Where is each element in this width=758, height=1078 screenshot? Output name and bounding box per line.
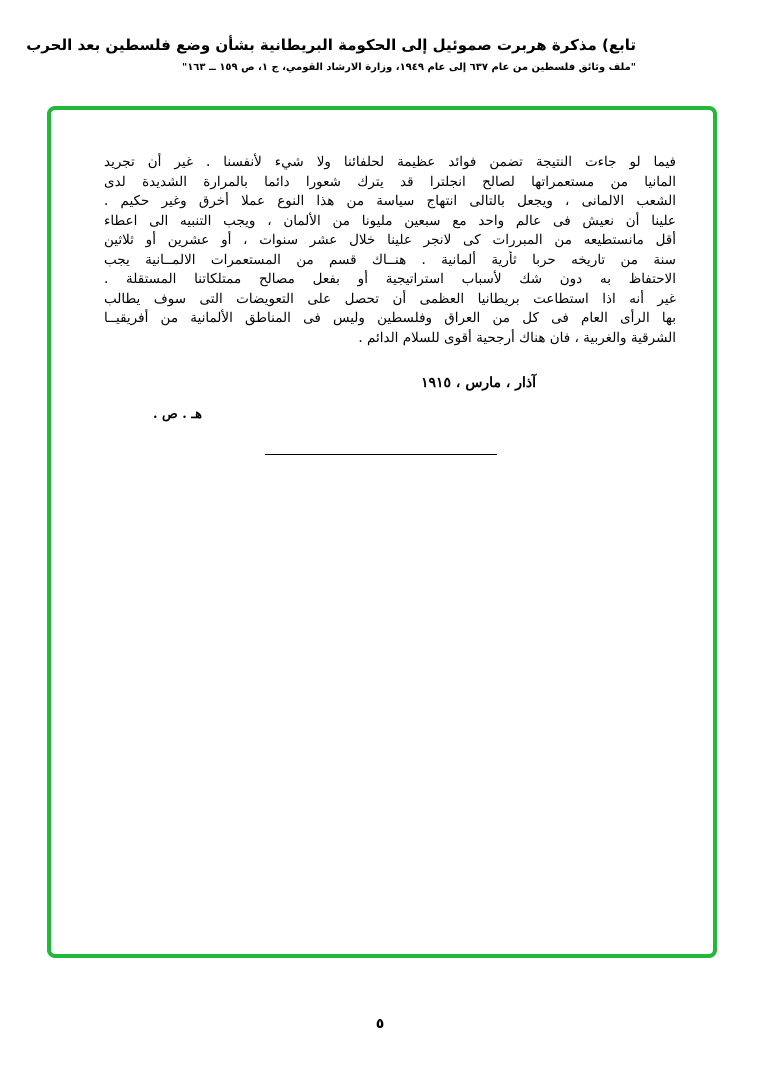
source-citation: "ملف وثائق فلسطين من عام ٦٣٧ إلى عام ١٩٤٩، وزارة الارشاد القومي، ج ١، ص ١٥٩ ــ ١٦٣" <box>181 62 636 73</box>
body-line: المانيا من مستعمراتها لصالح انجلترا قد يترك شعورا دائما بالمرارة الشديدة لدى <box>104 173 676 190</box>
body-line: فيما لو جاءت النتيجة تضمن فوائد عظيمة لحلفائنا ولا شيء لأنفسنا . غير أن تجريد <box>104 154 676 170</box>
document-body <box>104 153 676 348</box>
signature-initials: هـ . ص . <box>152 407 202 422</box>
body-line: سنة من تاريخه حربا ثأرية ألمانية . هنــاك قسم من المستعمرات الالمــانية يجب <box>104 251 676 268</box>
document-date: آذار ، مارس ، ١٩١٥ <box>420 375 536 391</box>
body-line: علينا أن نعيش فى عالم واحد مع سبعين مليونا من الألمان ، ويجب التنبيه الى اعطاء <box>104 212 676 229</box>
body-line: غير أنه اذا استطاعت بريطانيا العظمى أن تحصل على التعويضات التى سوف يطالب <box>104 290 676 307</box>
document-title: تابع) مذكرة هربرت صموئيل إلى الحكومة البريطانية بشأن وضع فلسطين بعد الحرب <box>26 36 636 54</box>
divider <box>265 454 497 455</box>
body-line: بها الرأى العام فى كل من العراق وفلسطين وليس فى المناطق الألمانية من أفريقيــا <box>104 310 676 326</box>
body-line: الاحتفاظ به دون شك لأسباب استراتيجية أو بفعل مصالح ممتلكاتنا المستقلة . <box>104 271 676 287</box>
page-number: ٥ <box>375 1016 385 1032</box>
body-line: الشرقية والغربية ، فان هناك أرجحية أقوى للسلام الدائم . <box>358 329 676 346</box>
body-line: الشعب الالمانى ، ويجعل بالتالى انتهاج سياسة من هذا النوع عملا أخرق وغير حكيم . <box>104 193 676 209</box>
body-line: أقل مانستطيعه من المبررات كى لانجر علينا خلال عشر سنوات ، أو عشرين أو ثلاثين <box>104 232 676 248</box>
